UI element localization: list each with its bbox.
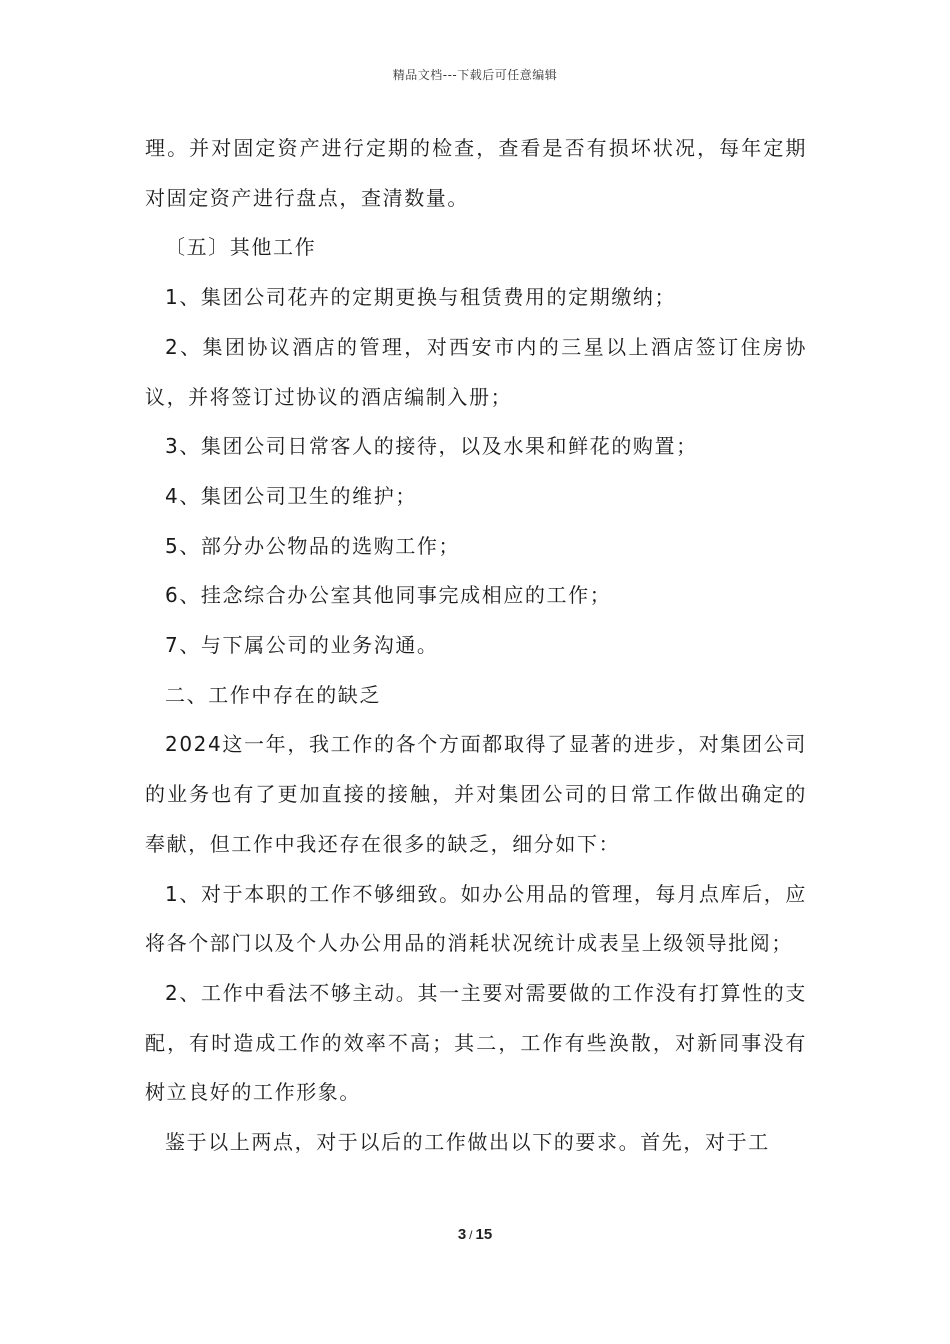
paragraph: 〔五〕其他工作 xyxy=(165,235,317,260)
paragraph: 2、集团协议酒店的管理，对西安市内的三星以上酒店签订住房协议，并将签订过协议的酒店编制入册； xyxy=(145,334,807,409)
document-body xyxy=(145,124,807,1168)
paragraph: 二、工作中存在的缺乏 xyxy=(165,682,381,707)
paragraph: 2024这一年，我工作的各个方面都取得了显著的进步，对集团公司的业务也有了更加直接的接触，并对集团公司的日常工作做出确定的奉献，但工作中我还存在很多的缺乏，细分如下： xyxy=(145,732,807,856)
paragraph: 1、集团公司花卉的定期更换与租赁费用的定期缴纳； xyxy=(165,285,677,310)
paragraph: 7、与下属公司的业务沟通。 xyxy=(165,633,439,658)
total-pages: 15 xyxy=(475,1226,493,1243)
page-header: 精品文档---下载后可任意编辑 xyxy=(392,68,558,82)
paragraph: 6、挂念综合办公室其他同事完成相应的工作； xyxy=(165,583,612,608)
page-number xyxy=(0,1226,950,1243)
page-separator: / xyxy=(469,1228,473,1242)
paragraph: 理。并对固定资产进行定期的检查，查看是否有损坏状况，每年定期对固定资产进行盘点，查清数量。 xyxy=(145,136,807,210)
paragraph: 2、工作中看法不够主动。其一主要对需要做的工作没有打算性的支配，有时造成工作的效率不高；其二，工作有些涣散，对新同事没有树立良好的工作形象。 xyxy=(145,980,807,1105)
paragraph: 鉴于以上两点，对于以后的工作做出以下的要求。首先，对于工 xyxy=(165,1130,770,1155)
current-page: 3 xyxy=(457,1226,467,1243)
paragraph: 5、部分办公物品的选购工作； xyxy=(165,533,461,558)
paragraph: 3、集团公司日常客人的接待，以及水果和鲜花的购置； xyxy=(165,434,698,459)
paragraph: 4、集团公司卫生的维护； xyxy=(165,483,417,508)
paragraph: 1、对于本职的工作不够细致。如办公用品的管理，每月点库后，应将各个部门以及个人办公用品的消耗状况统计成表呈上级领导批阅； xyxy=(145,881,807,956)
